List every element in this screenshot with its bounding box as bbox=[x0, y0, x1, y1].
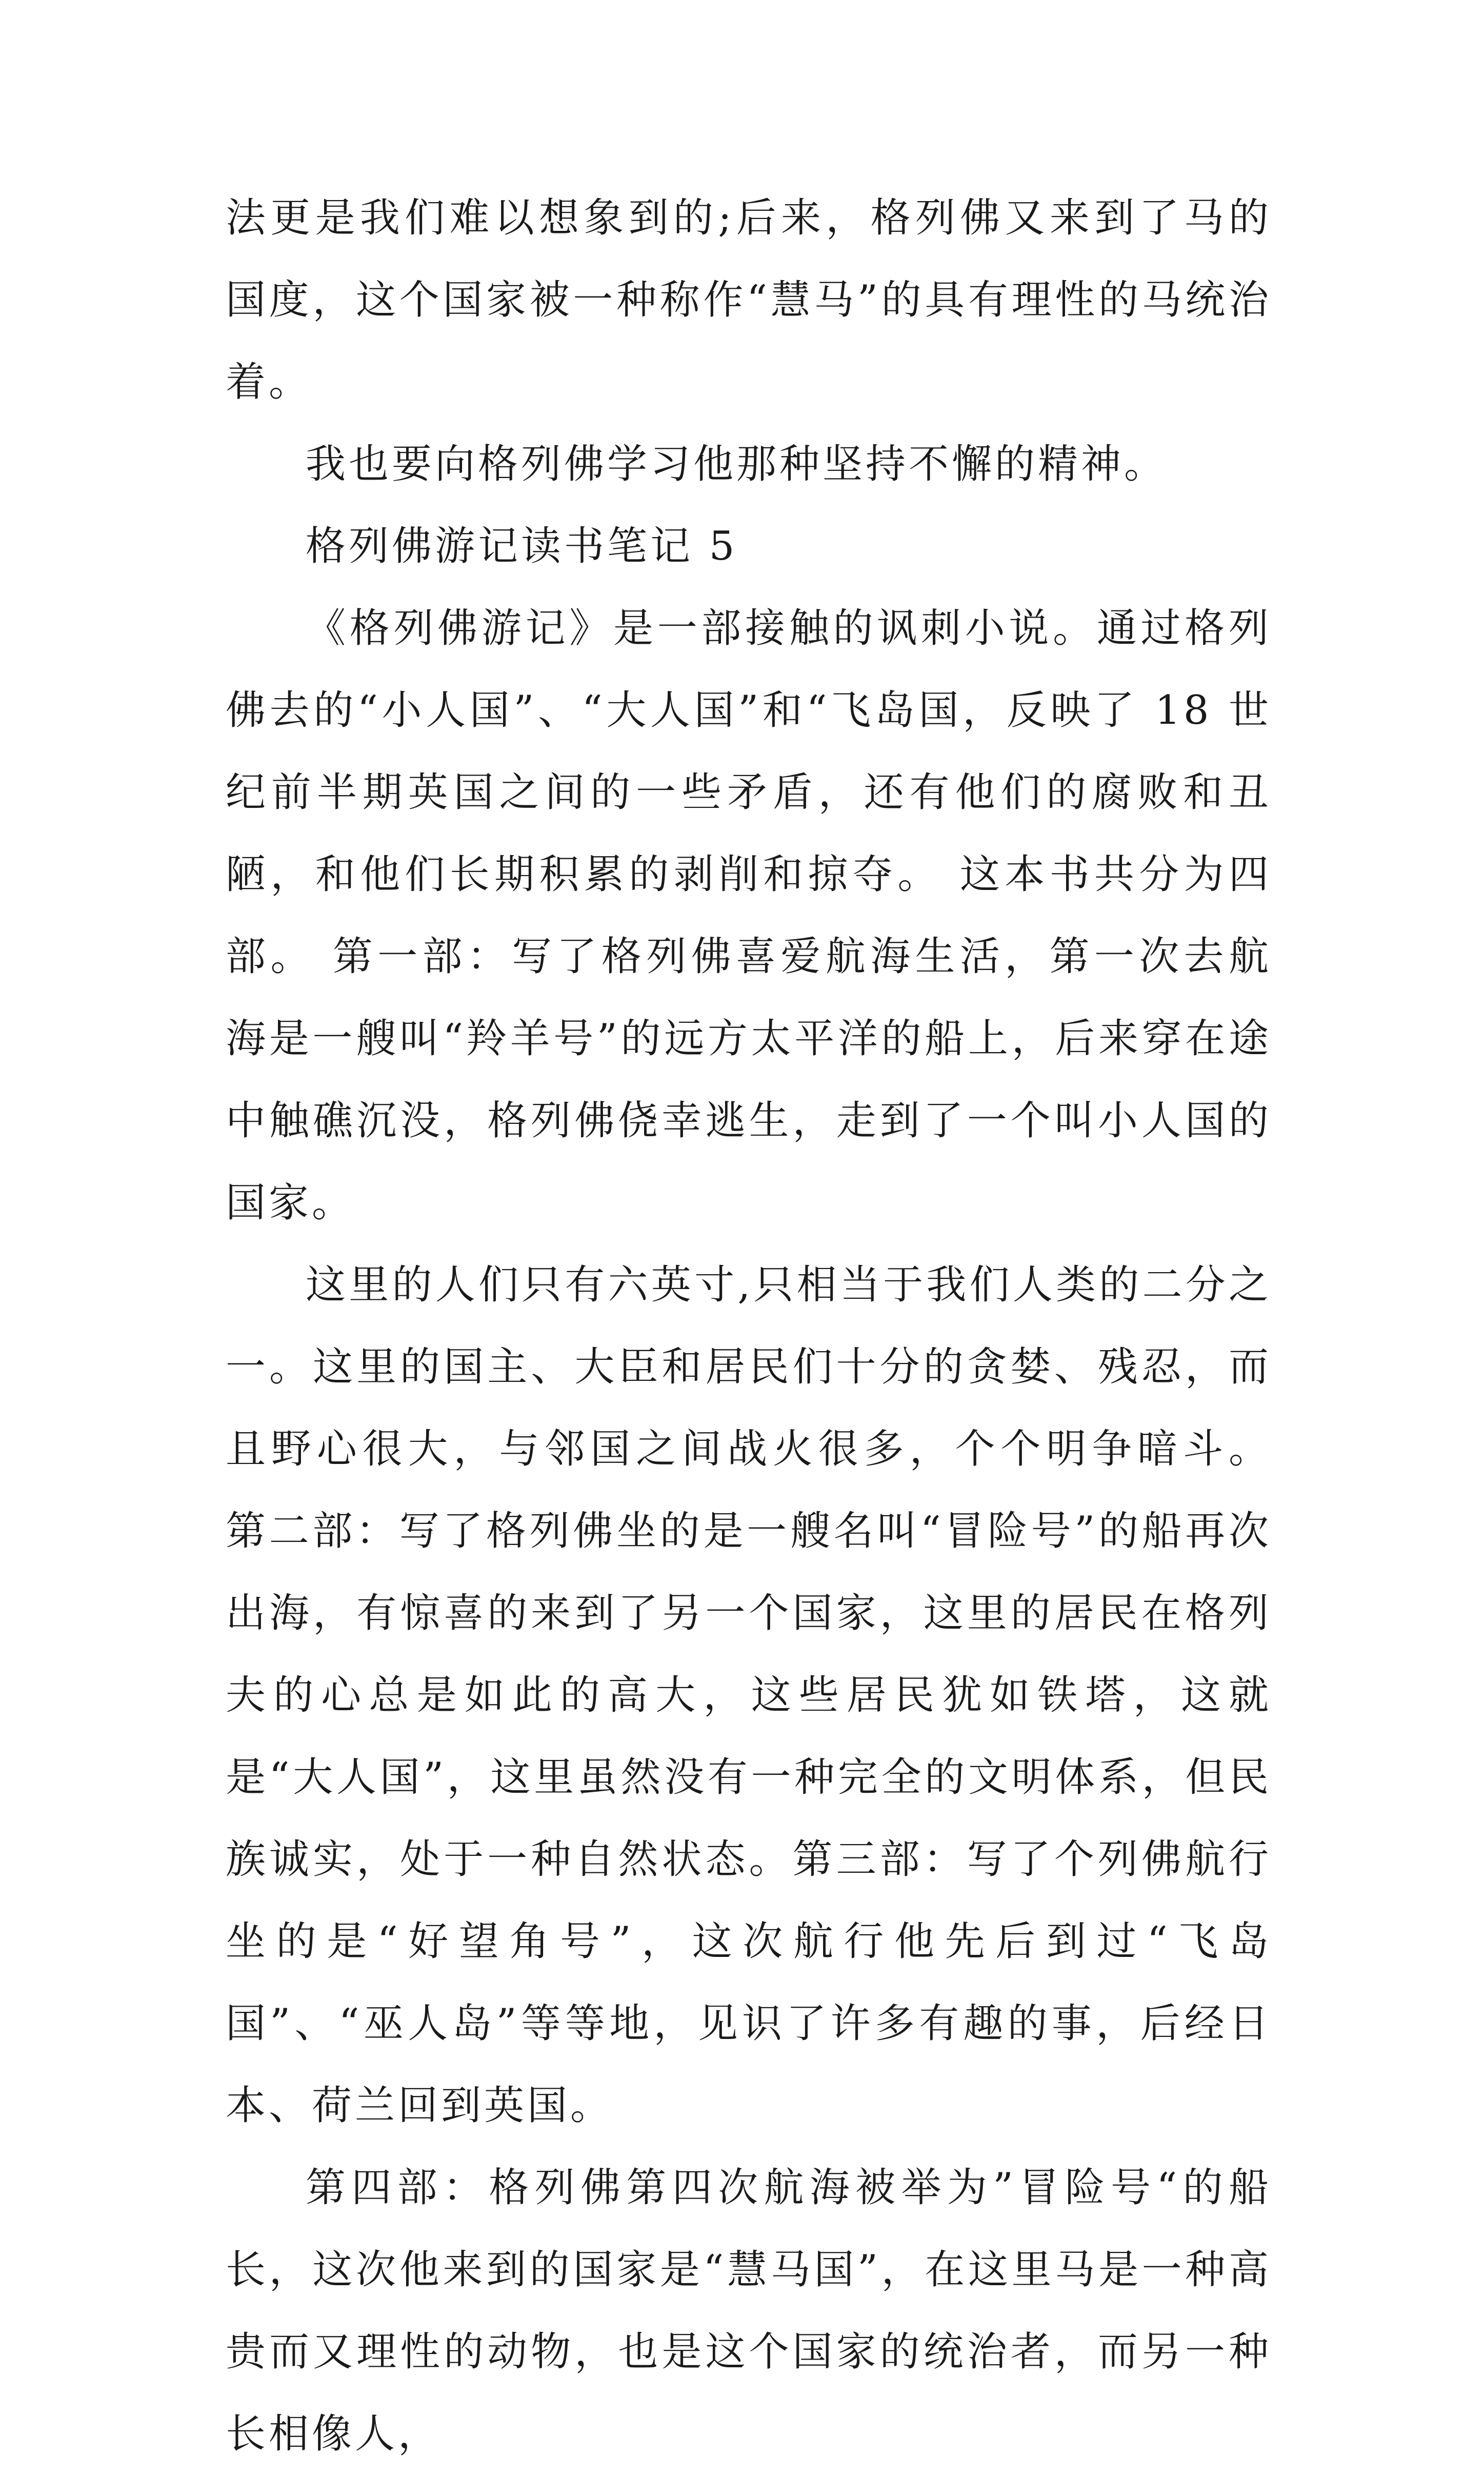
section-heading: 格列佛游记读书笔记 5 bbox=[306, 523, 738, 569]
paragraph-2: 我也要向格列佛学习他那种坚持不懈的精神。 bbox=[306, 441, 1168, 487]
paragraph-6: 第四部：格列佛第四次航海被举为”冒险号“的船长，这次他来到的国家是“慧马国”，在这里马是一种高贵而又理性的动物，也是这个国家的统治者，而另一种长相像人， bbox=[226, 2165, 1272, 2457]
paragraph-4: 《格列佛游记》是一部接触的讽刺小说。通过格列佛去的“小人国”、“大人国”和“飞岛国，反映了 18 世纪前半期英国之间的一些矛盾，还有他们的腐败和丑陋，和他们长期积累的剥削和掠夺。 这本书共分为四部。 第一部：写了格列佛喜爱航海生活，第一次去航海是一艘叫“羚羊号”的远方太平洋的船上，后来穿在途中触礁沉没，格列佛侥幸逃生，走到了一个叫小人国的国家。 bbox=[226, 605, 1272, 1226]
document-body bbox=[226, 177, 1272, 2475]
paragraph-1: 法更是我们难以想象到的;后来，格列佛又来到了马的国度，这个国家被一种称作“慧马”的具有理性的马统治着。 bbox=[226, 195, 1272, 405]
paragraph-5: 这里的人们只有六英寸,只相当于我们人类的二分之一。这里的国主、大臣和居民们十分的贪婪、残忍，而且野心很大，与邻国之间战火很多，个个明争暗斗。 第二部：写了格列佛坐的是一艘名叫“冒险号”的船再次出海，有惊喜的来到了另一个国家，这里的居民在格列夫的心总是如此的高大，这些居民犹如铁塔，这就是“大人国”，这里虽然没有一种完全的文明体系，但民族诚实，处于一种自然状态。第三部：写了个列佛航行坐的是“好望角号”，这次航行他先后到过“飞岛国”、“巫人岛”等等地，见识了许多有趣的事，后经日本、荷兰回到英国。 bbox=[226, 1262, 1272, 2129]
